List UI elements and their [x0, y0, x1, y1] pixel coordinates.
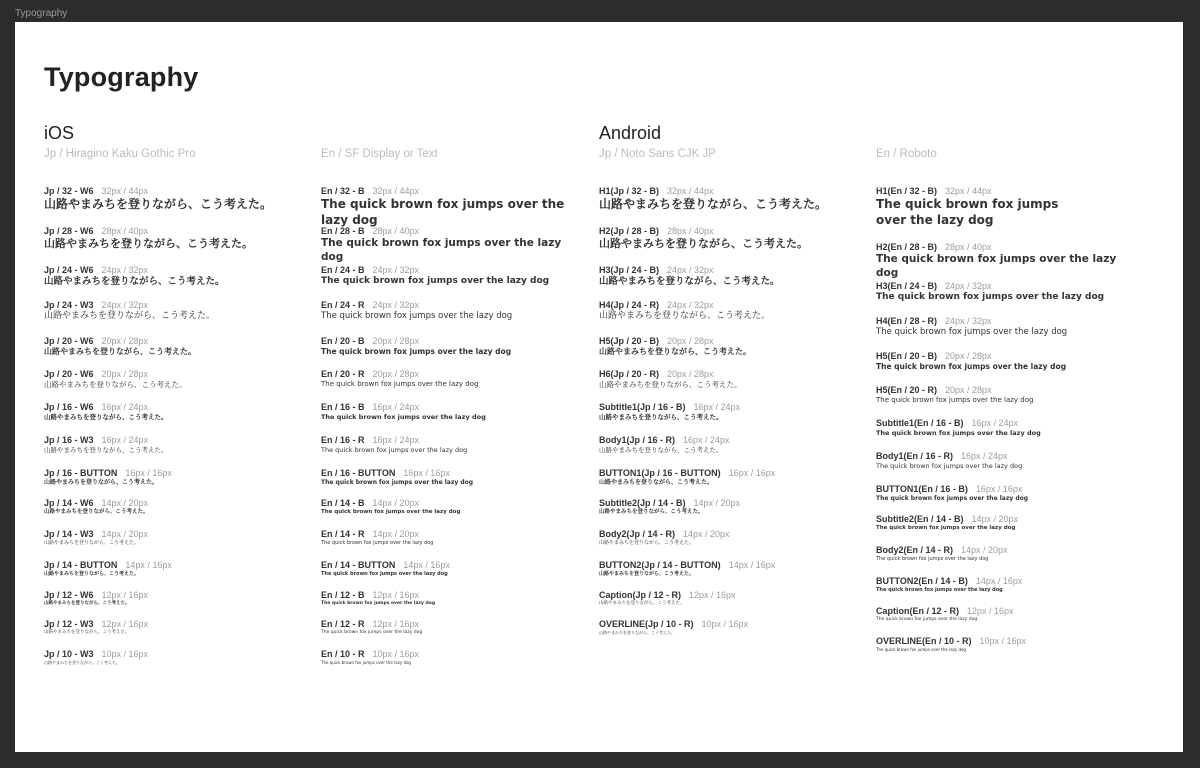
style-name: Jp / 14 - BUTTON [44, 560, 118, 570]
style-sample: The quick brown fox jumps over the lazy dog [321, 276, 550, 286]
style-label [321, 182, 581, 195]
style-name: Jp / 16 - W6 [44, 402, 94, 412]
style-sample: The quick brown fox jumps over the lazy dog [876, 197, 1059, 227]
style-spec: 14px / 16px [403, 560, 450, 570]
style-spec: 14px / 20px [961, 545, 1008, 555]
style-spec: 24px / 32px [945, 281, 992, 291]
style-label [44, 182, 304, 195]
style-name: En / 16 - R [321, 435, 365, 445]
style-label [599, 431, 859, 444]
style-spec: 20px / 28px [372, 369, 420, 379]
style-name: Jp / 20 - W6 [44, 336, 94, 346]
style-spec: 20px / 28px [945, 351, 992, 361]
style-name: Jp / 14 - W6 [44, 498, 94, 508]
style-label [599, 182, 859, 195]
type-style[interactable] [44, 222, 304, 251]
style-spec: 24px / 32px [667, 300, 714, 310]
type-style[interactable] [321, 494, 581, 516]
type-style[interactable] [321, 464, 581, 487]
style-name: Subtitle1(Jp / 16 - B) [599, 402, 686, 412]
type-style[interactable] [44, 431, 304, 454]
style-label [876, 277, 1136, 290]
style-name: En / 24 - R [321, 300, 365, 310]
style-sample: The quick brown fox jumps over the lazy dog [321, 413, 486, 421]
style-spec: 28px / 40px [101, 226, 149, 236]
style-label [44, 586, 304, 599]
style-sample: The quick brown fox jumps over the lazy dog [321, 347, 512, 356]
style-name: Jp / 14 - W3 [44, 529, 94, 539]
style-label [876, 602, 1136, 615]
style-sample: The quick brown fox jumps over the lazy dog [321, 601, 436, 606]
style-spec: 32px / 44px [667, 186, 714, 196]
type-style[interactable] [876, 381, 1136, 405]
style-name: Body2(En / 14 - R) [876, 545, 954, 555]
type-style[interactable] [876, 277, 1136, 304]
style-sample: 山路やまみちを登りながら、こう考えた。 [599, 540, 695, 546]
style-name: H2(Jp / 28 - B) [599, 226, 660, 236]
style-sample: 山路やまみちを登りながら、こう考えた。 [599, 601, 685, 606]
style-spec: 10px / 16px [701, 619, 749, 629]
style-label [599, 398, 859, 411]
style-sample: The quick brown fox jumps over the lazy dog [876, 587, 1003, 593]
type-style[interactable] [44, 464, 304, 487]
type-style[interactable] [599, 222, 859, 251]
style-name: Body1(Jp / 16 - R) [599, 435, 676, 445]
style-label [44, 261, 304, 274]
style-spec: 20px / 28px [667, 369, 714, 379]
style-spec: 14px / 20px [683, 529, 730, 539]
style-sample: 山路やまみちを登りながら、こう考えた。 [599, 311, 771, 321]
style-spec: 16px / 24px [683, 435, 730, 445]
style-label [876, 347, 1136, 360]
style-name: H3(Jp / 24 - B) [599, 265, 660, 275]
style-spec: 14px / 16px [728, 560, 776, 570]
style-spec: 14px / 20px [372, 498, 420, 508]
style-label [599, 296, 859, 309]
type-style[interactable] [44, 398, 304, 421]
style-label [321, 645, 581, 658]
style-sample: 山路やまみちを登りながら、こう考えた。 [44, 540, 140, 546]
style-label [876, 414, 1136, 427]
style-label [876, 312, 1136, 325]
style-sample: 山路やまみちを登りながら、こう考えた。 [44, 197, 273, 211]
type-style[interactable] [876, 238, 1136, 280]
style-name: BUTTON2(Jp / 14 - BUTTON) [599, 560, 721, 570]
style-label [44, 365, 304, 378]
type-style[interactable] [321, 645, 581, 665]
style-sample: The quick brown fox jumps over the lazy dog [321, 479, 474, 486]
style-name: Caption(En / 12 - R) [876, 606, 959, 616]
style-spec: 24px / 32px [101, 265, 149, 275]
type-style[interactable] [876, 572, 1136, 594]
style-name: Jp / 10 - W3 [44, 649, 94, 659]
type-style[interactable] [876, 312, 1136, 338]
style-spec: 20px / 28px [101, 369, 149, 379]
style-label [44, 398, 304, 411]
style-name: BUTTON2(En / 14 - B) [876, 576, 968, 586]
style-sample: The quick brown fox jumps over the lazy dog [876, 396, 1034, 404]
style-label [876, 632, 1136, 645]
style-name: H2(En / 28 - B) [876, 242, 938, 252]
style-sample: 山路やまみちを登りながら、こう考えた。 [44, 237, 253, 250]
platform-heading-ios: iOS [44, 123, 75, 143]
style-name: OVERLINE(Jp / 10 - R) [599, 619, 694, 629]
type-style[interactable] [321, 222, 581, 264]
style-sample: 山路やまみちを登りながら、こう考えた。 [44, 571, 140, 577]
style-name: En / 20 - R [321, 369, 365, 379]
style-label [44, 615, 304, 628]
style-name: H1(En / 32 - B) [876, 186, 938, 196]
style-label [876, 572, 1136, 585]
style-label [44, 525, 304, 538]
style-name: En / 32 - B [321, 186, 365, 196]
style-sample: 山路やまみちを登りながら、こう考えた。 [599, 446, 723, 454]
type-style[interactable] [44, 494, 304, 516]
style-name: BUTTON1(Jp / 16 - BUTTON) [599, 468, 721, 478]
style-label [599, 222, 859, 235]
type-style[interactable] [44, 556, 304, 578]
style-spec: 16px / 16px [403, 468, 450, 478]
style-name: Jp / 16 - BUTTON [44, 468, 118, 478]
style-name: H6(Jp / 20 - R) [599, 369, 660, 379]
style-sample: 山路やまみちを登りながら、こう考えた。 [44, 509, 149, 515]
type-style[interactable] [44, 525, 304, 547]
style-sample: 山路やまみちを登りながら、こう考えた。 [599, 413, 723, 421]
style-name: Caption(Jp / 12 - R) [599, 590, 682, 600]
style-name: Jp / 20 - W6 [44, 369, 94, 379]
style-spec: 16px / 16px [728, 468, 776, 478]
style-spec: 16px / 24px [961, 451, 1008, 461]
style-name: Jp / 12 - W6 [44, 590, 94, 600]
type-style[interactable] [876, 480, 1136, 503]
typography-artboard [15, 22, 1183, 752]
type-style[interactable] [321, 615, 581, 636]
style-name: En / 16 - B [321, 402, 365, 412]
style-name: H5(En / 20 - B) [876, 351, 938, 361]
style-sample: 山路やまみちを登りながら、こう考えた。 [44, 630, 130, 635]
type-style[interactable] [44, 261, 304, 288]
type-style[interactable] [876, 447, 1136, 470]
type-style[interactable] [44, 586, 304, 607]
style-label [44, 222, 304, 235]
column-subtitle-ios-jp: Jp / Hiragino Kaku Gothic Pro [44, 148, 196, 160]
style-name: En / 20 - B [321, 336, 365, 346]
style-sample: 山路やまみちを登りながら、こう考えた。 [44, 311, 216, 321]
style-name: H4(En / 28 - R) [876, 316, 938, 326]
style-spec: 10px / 16px [372, 649, 420, 659]
style-sample: The quick brown fox jumps over the lazy dog [876, 429, 1041, 437]
style-label [599, 586, 859, 599]
style-sample: 山路やまみちを登りながら、こう考えた。 [44, 601, 130, 606]
style-name: BUTTON1(En / 16 - B) [876, 484, 968, 494]
style-name: Jp / 28 - W6 [44, 226, 94, 236]
type-style[interactable] [44, 645, 304, 665]
style-sample: The quick brown fox jumps over the lazy dog [321, 630, 423, 635]
style-sample: 山路やまみちを登りながら、こう考えた。 [44, 276, 225, 287]
style-sample: 山路やまみちを登りながら、こう考えた。 [599, 509, 704, 515]
style-sample: The quick brown fox jumps over the lazy dog [321, 571, 448, 577]
type-style[interactable] [599, 431, 859, 454]
type-style[interactable] [599, 296, 859, 323]
type-style[interactable] [599, 261, 859, 288]
style-sample: 山路やまみちを登りながら、こう考えた。 [599, 347, 751, 356]
style-sample: The quick brown fox jumps over the lazy dog [321, 540, 434, 546]
style-spec: 28px / 40px [945, 242, 992, 252]
style-name: Subtitle2(En / 14 - B) [876, 514, 964, 524]
style-name: H5(Jp / 20 - B) [599, 336, 660, 346]
style-sample: The quick brown fox jumps over the lazy dog [321, 660, 411, 665]
style-label [876, 238, 1136, 251]
type-style[interactable] [599, 365, 859, 390]
platform-heading-android: Android [599, 123, 662, 143]
style-spec: 14px / 16px [125, 560, 172, 570]
style-name: Jp / 24 - W6 [44, 265, 94, 275]
type-style[interactable] [599, 525, 859, 547]
style-spec: 20px / 28px [372, 336, 420, 346]
type-style[interactable] [876, 602, 1136, 623]
style-spec: 14px / 20px [372, 529, 420, 539]
style-name: En / 12 - R [321, 619, 365, 629]
type-style[interactable] [321, 586, 581, 607]
style-sample: The quick brown fox jumps over the lazy dog [321, 380, 479, 388]
style-name: En / 16 - BUTTON [321, 468, 396, 478]
style-spec: 16px / 24px [372, 402, 420, 412]
style-sample: The quick brown fox jumps over the lazy dog [876, 253, 1117, 279]
style-spec: 14px / 20px [101, 529, 149, 539]
style-sample: The quick brown fox jumps over the lazy dog [876, 462, 1023, 470]
style-name: Jp / 16 - W3 [44, 435, 94, 445]
type-style[interactable] [876, 347, 1136, 372]
style-label [321, 261, 581, 274]
style-sample: The quick brown fox jumps over the lazy dog [876, 556, 989, 562]
style-name: En / 12 - B [321, 590, 365, 600]
style-spec: 10px / 16px [979, 636, 1027, 646]
style-label [44, 494, 304, 507]
style-label [321, 464, 581, 477]
style-spec: 14px / 20px [101, 498, 149, 508]
style-sample: 山路やまみちを登りながら、こう考えた。 [599, 380, 742, 389]
style-name: En / 14 - R [321, 529, 365, 539]
style-label [599, 464, 859, 477]
style-spec: 16px / 24px [101, 435, 149, 445]
style-label [44, 556, 304, 569]
style-sample: The quick brown fox jumps over the lazy dog [876, 495, 1029, 502]
style-label [321, 332, 581, 345]
style-label [876, 381, 1136, 394]
style-spec: 16px / 16px [125, 468, 172, 478]
type-style[interactable] [599, 464, 859, 487]
type-style[interactable] [321, 365, 581, 389]
type-style[interactable] [876, 414, 1136, 437]
style-spec: 32px / 44px [945, 186, 992, 196]
style-label [599, 556, 859, 569]
style-label [321, 556, 581, 569]
style-spec: 14px / 20px [693, 498, 741, 508]
style-label [321, 525, 581, 538]
style-label [599, 615, 859, 628]
type-style[interactable] [599, 182, 859, 213]
style-label [44, 431, 304, 444]
style-name: Jp / 24 - W3 [44, 300, 94, 310]
style-sample: The quick brown fox jumps over the lazy dog [321, 509, 461, 515]
style-label [321, 494, 581, 507]
style-name: En / 28 - B [321, 226, 365, 236]
style-spec: 20px / 28px [667, 336, 714, 346]
style-sample: 山路やまみちを登りながら、こう考えた。 [44, 413, 168, 421]
type-style[interactable] [599, 398, 859, 421]
style-sample: 山路やまみちを登りながら、こう考えた。 [44, 660, 120, 665]
style-spec: 12px / 16px [689, 590, 736, 600]
style-label [321, 365, 581, 378]
column-subtitle-ios-en: En / SF Display or Text [321, 148, 438, 160]
style-label [876, 510, 1136, 523]
style-label [876, 182, 1091, 195]
type-style[interactable] [599, 494, 859, 516]
style-spec: 16px / 24px [372, 435, 420, 445]
style-name: En / 14 - BUTTON [321, 560, 396, 570]
style-spec: 12px / 16px [372, 619, 420, 629]
style-name: H3(En / 24 - B) [876, 281, 938, 291]
style-label [599, 525, 859, 538]
style-spec: 20px / 28px [945, 385, 992, 395]
style-sample: 山路やまみちを登りながら、こう考えた。 [44, 380, 187, 389]
style-spec: 32px / 44px [372, 186, 420, 196]
style-label [44, 464, 304, 477]
style-label [876, 541, 1136, 554]
style-name: H5(En / 20 - R) [876, 385, 938, 395]
style-spec: 16px / 16px [975, 484, 1023, 494]
style-label [321, 222, 581, 235]
style-spec: 12px / 16px [101, 590, 149, 600]
style-label [599, 365, 859, 378]
style-label [321, 586, 581, 599]
style-label [876, 480, 1136, 493]
style-label [599, 261, 859, 274]
type-style[interactable] [599, 556, 859, 578]
style-name: En / 24 - B [321, 265, 365, 275]
style-sample: The quick brown fox jumps over the lazy dog [321, 197, 565, 227]
style-spec: 16px / 24px [971, 418, 1019, 428]
style-spec: 14px / 20px [971, 514, 1019, 524]
style-spec: 24px / 32px [667, 265, 714, 275]
style-spec: 12px / 16px [101, 619, 149, 629]
style-label [44, 645, 304, 658]
style-sample: The quick brown fox jumps over the lazy dog [876, 327, 1068, 337]
style-label [44, 296, 304, 309]
type-style[interactable] [321, 398, 581, 421]
style-sample: The quick brown fox jumps over the lazy dog [876, 617, 978, 622]
style-spec: 16px / 24px [101, 402, 149, 412]
style-label [44, 332, 304, 345]
style-sample: The quick brown fox jumps over the lazy dog [876, 647, 966, 652]
style-name: Body1(En / 16 - R) [876, 451, 954, 461]
type-style[interactable] [876, 541, 1136, 563]
type-style[interactable] [876, 510, 1136, 532]
style-spec: 28px / 40px [372, 226, 420, 236]
type-style[interactable] [44, 365, 304, 390]
style-spec: 24px / 32px [372, 265, 420, 275]
type-style[interactable] [876, 632, 1136, 652]
style-sample: 山路やまみちを登りながら、こう考えた。 [44, 347, 196, 356]
style-name: H4(Jp / 24 - R) [599, 300, 660, 310]
type-style[interactable] [599, 615, 859, 635]
style-spec: 12px / 16px [372, 590, 420, 600]
style-sample: 山路やまみちを登りながら、こう考えた。 [599, 237, 808, 250]
type-style[interactable] [321, 556, 581, 578]
style-name: Jp / 32 - W6 [44, 186, 94, 196]
style-name: Body2(Jp / 14 - R) [599, 529, 676, 539]
style-label [321, 431, 581, 444]
style-name: Subtitle1(En / 16 - B) [876, 418, 964, 428]
style-sample: 山路やまみちを登りながら、こう考えた。 [599, 571, 695, 577]
style-name: Jp / 12 - W3 [44, 619, 94, 629]
style-label [321, 615, 581, 628]
style-sample: 山路やまみちを登りながら、こう考えた。 [599, 197, 828, 211]
column-subtitle-android-jp: Jp / Noto Sans CJK JP [599, 148, 716, 160]
style-label [321, 398, 581, 411]
style-sample: 山路やまみちを登りながら、こう考えた。 [599, 276, 780, 287]
style-sample: The quick brown fox jumps over the lazy dog [321, 446, 468, 454]
style-sample: The quick brown fox jumps over the lazy dog [876, 292, 1105, 302]
style-spec: 24px / 32px [372, 300, 420, 310]
style-sample: 山路やまみちを登りながら、こう考えた。 [44, 446, 168, 454]
style-sample: The quick brown fox jumps over the lazy dog [321, 311, 513, 321]
style-sample: The quick brown fox jumps over the lazy dog [321, 237, 562, 263]
style-sample: 山路やまみちを登りながら、こう考えた。 [599, 630, 675, 635]
type-style[interactable] [876, 182, 1091, 228]
style-label [599, 332, 859, 345]
style-name: Subtitle2(Jp / 14 - B) [599, 498, 686, 508]
style-label [321, 296, 581, 309]
style-name: En / 14 - B [321, 498, 365, 508]
frame-label[interactable]: Typography [15, 8, 68, 19]
type-style[interactable] [321, 296, 581, 322]
style-spec: 28px / 40px [667, 226, 714, 236]
style-label [599, 494, 859, 507]
style-sample: The quick brown fox jumps over the lazy dog [876, 362, 1067, 371]
column-subtitle-android-en: En / Roboto [876, 148, 937, 160]
style-name: OVERLINE(En / 10 - R) [876, 636, 972, 646]
type-style[interactable] [44, 332, 304, 357]
page-title: Typography [44, 62, 199, 92]
type-style[interactable] [321, 525, 581, 547]
style-sample: 山路やまみちを登りながら、こう考えた。 [44, 479, 159, 486]
type-style[interactable] [321, 332, 581, 357]
style-spec: 24px / 32px [101, 300, 149, 310]
style-spec: 10px / 16px [101, 649, 149, 659]
style-sample: The quick brown fox jumps over the lazy dog [876, 525, 1016, 531]
style-spec: 12px / 16px [967, 606, 1014, 616]
type-style[interactable] [321, 431, 581, 454]
type-style[interactable] [321, 261, 581, 288]
style-name: H1(Jp / 32 - B) [599, 186, 660, 196]
style-spec: 32px / 44px [101, 186, 149, 196]
style-spec: 24px / 32px [945, 316, 992, 326]
style-spec: 16px / 24px [693, 402, 741, 412]
style-sample: 山路やまみちを登りながら、こう考えた。 [599, 479, 714, 486]
style-spec: 20px / 28px [101, 336, 149, 346]
type-style[interactable] [44, 182, 304, 213]
style-name: En / 10 - R [321, 649, 365, 659]
style-spec: 14px / 16px [975, 576, 1023, 586]
type-style[interactable] [599, 586, 859, 607]
type-style[interactable] [599, 332, 859, 357]
type-style[interactable] [44, 615, 304, 636]
style-label [876, 447, 1136, 460]
type-style[interactable] [44, 296, 304, 323]
